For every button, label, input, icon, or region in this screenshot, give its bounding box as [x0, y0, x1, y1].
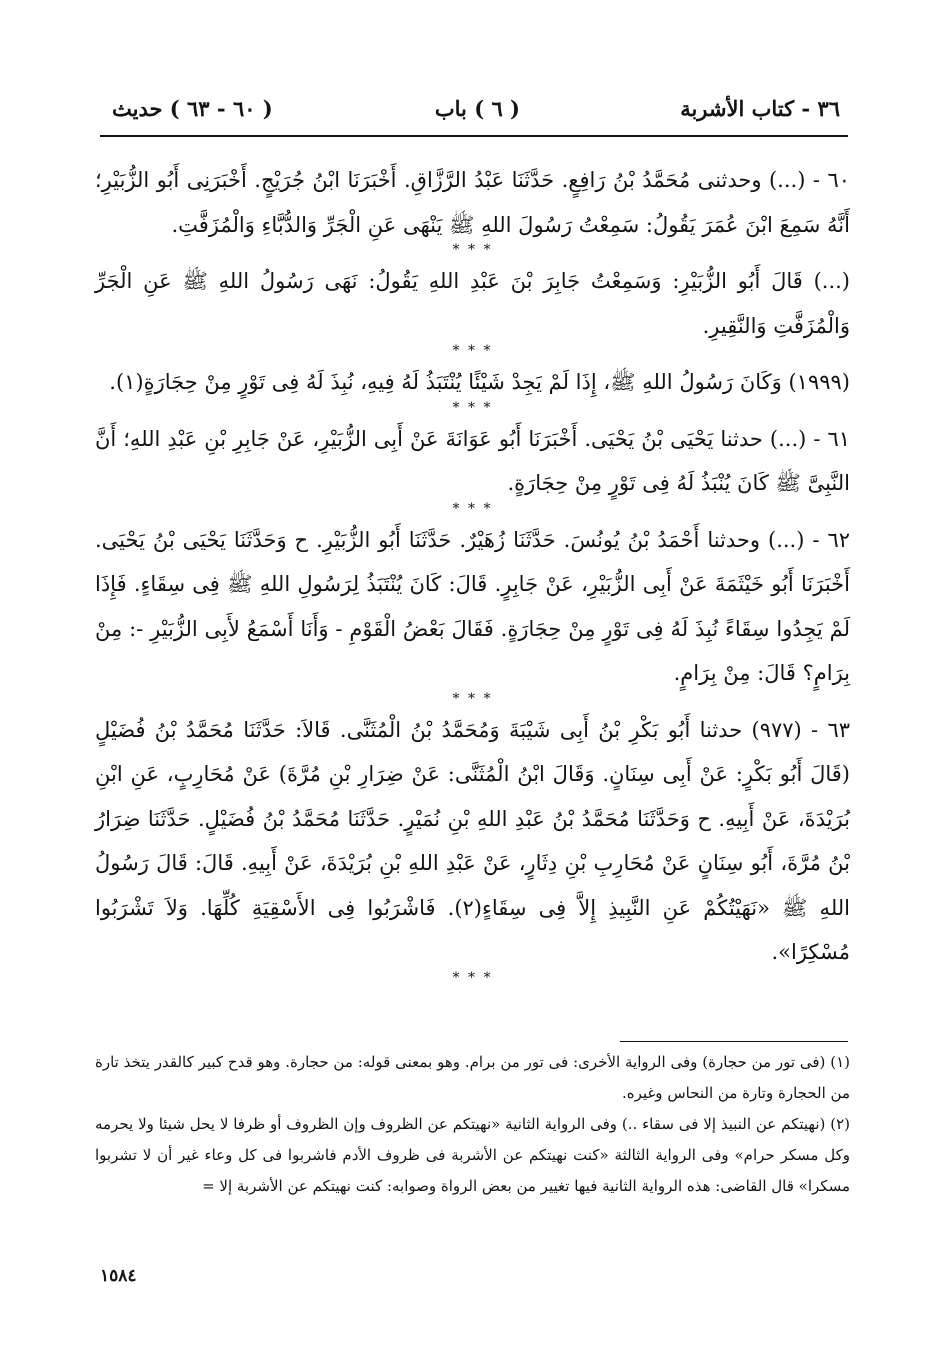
header-chapter: ( ٦ ) باب	[434, 96, 520, 121]
hadith-60-continuation: (...) قَالَ أَبُو الزُّبَيْرِ: وَسَمِعْتُ جَابِرَ بْنَ عَبْدِ اللهِ يَقُولُ: نَهَى رَسُولُ اللهِ ﷺ عَنِ الْجَرِّ وَالْمُزَفَّتِ وَالنَّقِيرِ.	[95, 269, 850, 338]
footnote-1: (١) (فى تور من حجارة) وفى الرواية الأخرى: فى تور من برام. وهو بمعنى قوله: من حجارة. وهو قدح كبير كالقدر يتخذ تارة من الحجارة وتارة من النحاس وغيره.	[95, 1053, 850, 1102]
hadith-text-body	[95, 158, 850, 987]
hadith-60: ٦٠ - (...) وحدثنى مُحَمَّدُ بْنُ رَافِعٍ. حَدَّثَنَا عَبْدُ الرَّزَّاقِ. أَخْبَرَنَا ابْنُ جُرَيْجٍ. أَخْبَرَنِى أَبُو الزُّبَيْرِ؛ أَنَّهُ سَمِعَ ابْنَ عُمَرَ يَقُولُ: سَمِعْتُ رَسُولَ اللهِ ﷺ يَنْهَى عَنِ الْجَرِّ وَالدُّبَّاءِ وَالْمُزَفَّتِ.	[95, 168, 850, 237]
section-separator: * * *	[452, 343, 493, 359]
footnote-divider	[620, 1041, 848, 1042]
section-separator: * * *	[452, 690, 493, 707]
section-separator: * * *	[452, 399, 493, 416]
footnotes	[95, 1047, 850, 1202]
section-separator: * * *	[452, 500, 493, 517]
header-divider	[100, 135, 848, 137]
hadith-61: ٦١ - (...) حدثنا يَحْيَى بْنُ يَحْيَى. أَخْبَرَنَا أَبُو عَوَانَةَ عَنْ أَبِى الزُّبَيْرِ، عَنْ جَابِرِ بْنِ عَبْدِ اللهِ؛ أَنَّ النَّبِىَّ ﷺ كَانَ يُنْبَذُ لَهُ فِى تَوْرٍ مِنْ حِجَارَةٍ.	[95, 426, 850, 495]
header-hadith-range: ( ٦٠ - ٦٣ ) حديث	[112, 96, 273, 121]
page-number: ١٥٨٤	[100, 1266, 137, 1286]
hadith-62: ٦٢ - (...) وحدثنا أَحْمَدُ بْنُ يُونُسَ. حَدَّثَنَا زُهَيْرٌ. حَدَّثَنَا أَبُو الزُّبَيْرِ. ح وَحَدَّثَنَا يَحْيَى بْنُ يَحْيَى. أَخْبَرَنَا أَبُو خَيْثَمَةَ عَنْ أَبِى الزُّبَيْرِ، عَنْ جَابِرٍ. قَالَ: كَانَ يُنْتَبَذُ لِرَسُولِ اللهِ ﷺ فِى سِقَاءٍ. فَإِذَا لَمْ يَجِدُوا سِقَاءً نُبِذَ لَهُ فِى تَوْرٍ مِنْ حِجَارَةٍ. فَقَالَ بَعْضُ الْقَوْمِ - وَأَنَا أَسْمَعُ لأَبِى الزُّبَيْرِ -: مِنْ بِرَامٍ؟ قَالَ: مِنْ بِرَامٍ.	[95, 527, 850, 685]
header-book-title: ٣٦ - كتاب الأشربة	[680, 96, 840, 121]
hadith-63: ٦٣ - (٩٧٧) حدثنا أَبُو بَكْرِ بْنُ أَبِى شَيْبَةَ وَمُحَمَّدُ بْنُ الْمُثَنَّى. قَالاَ: حَدَّثَنَا مُحَمَّدُ بْنُ فُضَيْلٍ (قَالَ أَبُو بَكْرٍ: عَنْ أَبِى سِنَانٍ. وَقَالَ ابْنُ الْمُثَنَّى: عَنْ ضِرَارِ بْنِ مُرَّةَ) عَنْ مُحَارِبٍ، عَنِ ابْنِ بُرَيْدَةَ، عَنْ أَبِيهِ. ح وَحَدَّثَنَا مُحَمَّدُ بْنُ عَبْدِ اللهِ بْنِ نُمَيْرٍ. حَدَّثَنَا مُحَمَّدُ بْنُ فُضَيْلٍ. حَدَّثَنَا ضِرَارُ بْنُ مُرَّةَ، أَبُو سِنَانٍ عَنْ مُحَارِبِ بْنِ دِثَارٍ، عَنْ عَبْدِ اللهِ بْنِ بُرَيْدَةَ، عَنْ أَبِيهِ. قَالَ: قَالَ رَسُولُ اللهِ ﷺ «نَهَيْتُكُمْ عَنِ النَّبِيذِ إِلاَّ فِى سِقَاءٍ(٢). فَاشْرَبُوا فِى الأَسْقِيَةِ كُلِّهَا. وَلاَ تَشْرَبُوا مُسْكِرًا».	[95, 717, 851, 964]
footnote-2: (٢) (نهيتكم عن النبيذ إلا فى سقاء ..) وفى الرواية الثانية «نهيتكم عن الظروف وإن الظروف أو ظرفا لا يحل شيئا ولا يحرمه وكل مسكر حرام» وفى الرواية الثالثة «كنت نهيتكم عن الأشربة فى ظروف الأدم فاشربوا فى كل وعاء غير أن لا تشربوا مسكرا» قال القاضى: هذه الرواية الثانية فيها تغيير من بعض الرواة وصوابه: كنت نهيتكم عن الأشربة إلا =	[95, 1115, 850, 1195]
running-header	[100, 92, 850, 136]
hadith-1999: (١٩٩٩) وَكَانَ رَسُولُ اللهِ ﷺ، إِذَا لَمْ يَجِدْ شَيْئًا يُنْتَبَذُ لَهُ فِيهِ، نُبِذَ لَهُ فِى تَوْرٍ مِنْ حِجَارَةٍ(١).	[109, 370, 850, 394]
section-separator: * * *	[452, 969, 493, 986]
section-separator: * * *	[452, 242, 493, 258]
